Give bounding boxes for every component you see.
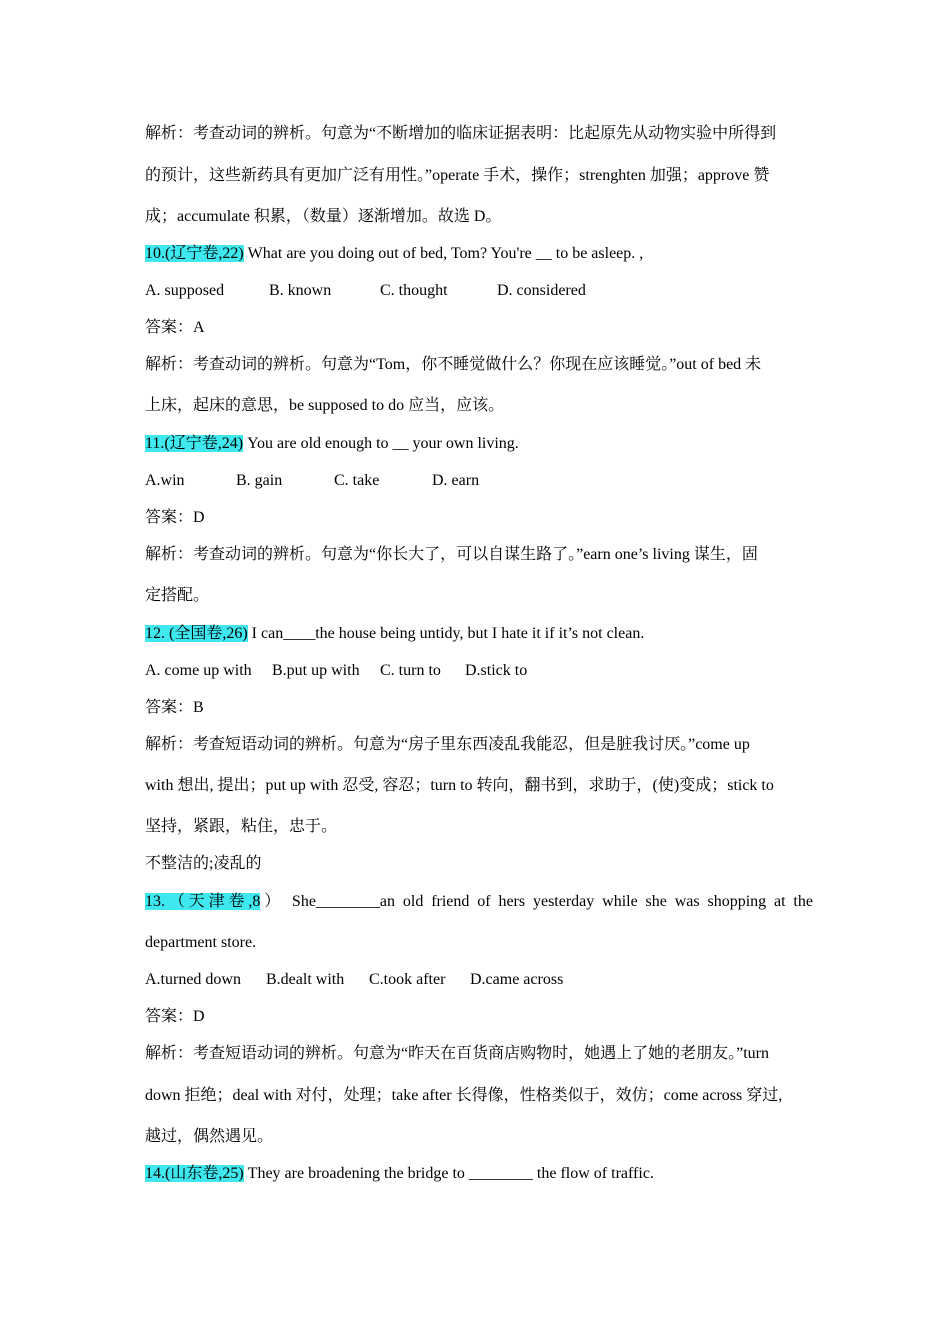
question-13 bbox=[145, 892, 813, 912]
option-d: D. earn bbox=[432, 472, 480, 489]
question-text: You are old enough to __ your own living. bbox=[243, 435, 519, 452]
option-c: C. thought bbox=[380, 282, 448, 299]
question-source-tag: 10.(辽宁卷,22) bbox=[145, 245, 244, 262]
text-line: 解析：考查动词的辨析。句意为“Tom，你不睡觉做什么？你现在应该睡觉。”out of bed 未 bbox=[145, 356, 762, 373]
text-line: 解析：考查动词的辨析。句意为“你长大了，可以自谋生路了。”earn one’s living 谋生，固 bbox=[145, 546, 758, 563]
text-line: 解析：考查短语动词的辨析。句意为“昨天在百货商店购物时，她遇上了她的老朋友。”turn bbox=[145, 1045, 769, 1062]
text-line: 解析：考查短语动词的辨析。句意为“房子里东西凌乱我能忍，但是脏我讨厌。”come up bbox=[145, 736, 750, 753]
answer-line: 答案：A bbox=[145, 319, 205, 336]
question-source-tag: 13.（天津卷,8 bbox=[145, 893, 261, 910]
question-14 bbox=[145, 1164, 813, 1184]
answer-line: 答案：B bbox=[145, 699, 204, 716]
text-line: 的预计，这些新药具有更加广泛有用性。”operate 手术，操作；strenghten 加强；approve 赞 bbox=[145, 167, 770, 184]
text-line: 坚持，紧跟，粘住，忠于。 bbox=[145, 818, 338, 835]
question-text: I can____the house being untidy, but I hate it if it’s not clean. bbox=[247, 625, 645, 642]
option-a: A. come up with bbox=[145, 662, 252, 679]
answer-options bbox=[145, 471, 813, 491]
question-text: ） She________an old friend of hers yesterday while she was shopping at the bbox=[260, 893, 813, 910]
option-c: C.took after bbox=[369, 971, 446, 988]
answer-options bbox=[145, 661, 813, 681]
option-d: D.stick to bbox=[465, 662, 528, 679]
question-text: What are you doing out of bed, Tom? You're __ to be asleep. , bbox=[243, 245, 644, 262]
option-a: A.win bbox=[145, 472, 185, 489]
question-10 bbox=[145, 244, 813, 264]
option-b: B.put up with bbox=[272, 662, 360, 679]
text-line: 越过，偶然遇见。 bbox=[145, 1128, 274, 1145]
text-line: department store. bbox=[145, 934, 257, 951]
option-a: A. supposed bbox=[145, 282, 225, 299]
option-c: C. take bbox=[334, 472, 380, 489]
question-source-tag: 11.(辽宁卷,24) bbox=[145, 435, 244, 452]
question-11 bbox=[145, 434, 813, 454]
option-d: D.came across bbox=[470, 971, 564, 988]
text-line: 定搭配。 bbox=[145, 587, 210, 604]
answer-options bbox=[145, 970, 813, 990]
text-line: 解析：考查动词的辨析。句意为“不断增加的临床证据表明：比起原先从动物实验中所得到 bbox=[145, 125, 777, 142]
answer-options bbox=[145, 281, 813, 301]
option-b: B. known bbox=[269, 282, 332, 299]
option-a: A.turned down bbox=[145, 971, 241, 988]
question-12 bbox=[145, 624, 813, 644]
question-text: They are broadening the bridge to ________ the flow of traffic. bbox=[243, 1165, 654, 1182]
question-source-tag: 12. (全国卷,26) bbox=[145, 625, 248, 642]
answer-line: 答案：D bbox=[145, 1008, 205, 1025]
option-c: C. turn to bbox=[380, 662, 441, 679]
text-line: 上床，起床的意思，be supposed to do 应当，应该。 bbox=[145, 397, 505, 414]
question-source-tag: 14.(山东卷,25) bbox=[145, 1165, 244, 1182]
option-d: D. considered bbox=[497, 282, 586, 299]
option-b: B.dealt with bbox=[266, 971, 345, 988]
answer-line: 答案：D bbox=[145, 509, 205, 526]
text-line: 不整洁的;凌乱的 bbox=[145, 855, 262, 872]
text-line: 成；accumulate 积累，（数量）逐渐增加。故选 D。 bbox=[145, 208, 502, 225]
text-line: down 拒绝；deal with 对付，处理；take after 长得像，性格类似于，效仿；come across 穿过, bbox=[145, 1087, 783, 1104]
option-b: B. gain bbox=[236, 472, 283, 489]
text-line: with 想出, 提出；put up with 忍受, 容忍；turn to 转向，翻书到，求助于，(使)变成；stick to bbox=[145, 777, 774, 794]
